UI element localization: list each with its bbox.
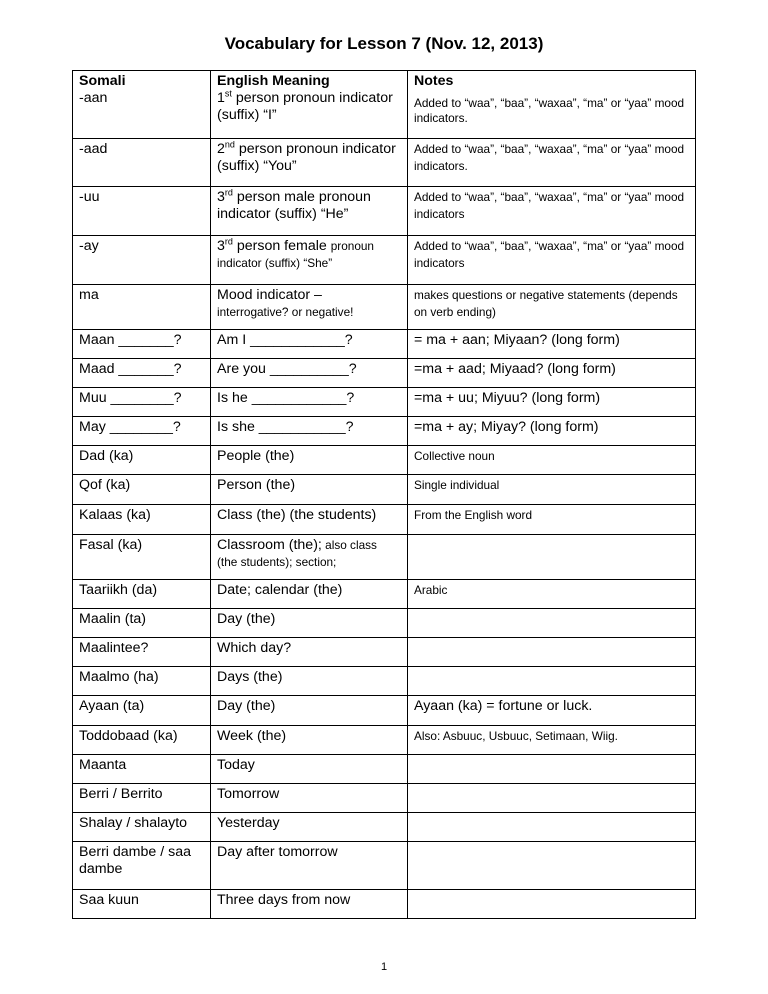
english-meaning: People (the) (211, 446, 408, 475)
table-row (73, 784, 696, 813)
table-row (73, 696, 696, 726)
column-header-somali: Somali (79, 73, 126, 89)
note-text: =ma + ay; Miyay? (long form) (408, 417, 696, 446)
table-row (73, 667, 696, 696)
somali-term: Berri / Berrito (73, 784, 211, 813)
table-row (73, 446, 696, 475)
somali-term: Ayaan (ta) (73, 696, 211, 726)
table-row (73, 71, 696, 139)
table-row (73, 755, 696, 784)
english-meaning: 3rd person female pronoun indicator (suffix) “She” (211, 236, 408, 285)
somali-term: Maalintee? (73, 638, 211, 667)
somali-term: Maan _______? (73, 330, 211, 359)
english-meaning: Is he ____________? (211, 388, 408, 417)
somali-term: Maalin (ta) (73, 609, 211, 638)
table-row (73, 580, 696, 609)
page-number: 1 (380, 961, 388, 973)
note-text: =ma + aad; Miyaad? (long form) (408, 359, 696, 388)
note-text: Collective noun (408, 446, 696, 475)
table-row (73, 609, 696, 638)
somali-term: Shalay / shalayto (73, 813, 211, 842)
table-row (73, 475, 696, 505)
somali-term: May ________? (73, 417, 211, 446)
somali-term: Maalmo (ha) (73, 667, 211, 696)
somali-term: Muu ________? (73, 388, 211, 417)
table-row (73, 388, 696, 417)
somali-term: Fasal (ka) (73, 535, 211, 580)
note-text (408, 667, 696, 696)
table-cell-notes (408, 71, 696, 139)
somali-term: -ay (73, 236, 211, 285)
note-text (408, 755, 696, 784)
note-text: From the English word (408, 505, 696, 535)
somali-term: Qof (ka) (73, 475, 211, 505)
english-meaning: Am I ____________? (211, 330, 408, 359)
note-text: Added to “waa”, “baa”, “waxaa”, “ma” or “yaa” mood indicators (408, 187, 696, 236)
english-meaning: Class (the) (the students) (211, 505, 408, 535)
english-meaning: 3rd person male pronoun indicator (suffix) “He” (211, 187, 408, 236)
note-text: Added to “waa”, “baa”, “waxaa”, “ma” or “yaa” mood indicators. (414, 96, 685, 125)
table-row (73, 139, 696, 187)
somali-term: ma (73, 285, 211, 330)
note-text (408, 813, 696, 842)
table-row (73, 505, 696, 535)
note-text: makes questions or negative statements (depends on verb ending) (408, 285, 696, 330)
table-cell-english (211, 71, 408, 139)
note-text (408, 890, 696, 919)
english-meaning: Classroom (the); also class (the students); section; (211, 535, 408, 580)
table-row (73, 417, 696, 446)
note-text: Also: Asbuuc, Usbuuc, Setimaan, Wiig. (408, 726, 696, 755)
note-text: Added to “waa”, “baa”, “waxaa”, “ma” or “yaa” mood indicators (408, 236, 696, 285)
note-text: = ma + aan; Miyaan? (long form) (408, 330, 696, 359)
english-meaning: Date; calendar (the) (211, 580, 408, 609)
somali-term: Maanta (73, 755, 211, 784)
english-meaning: 1st person pronoun indicator (suffix) “I” (217, 88, 393, 123)
table-row (73, 813, 696, 842)
note-text (408, 638, 696, 667)
table-row (73, 359, 696, 388)
english-meaning: Tomorrow (211, 784, 408, 813)
note-text (408, 609, 696, 638)
note-text (408, 842, 696, 890)
english-meaning: Day (the) (211, 609, 408, 638)
somali-term: -aad (73, 139, 211, 187)
table-row (73, 890, 696, 919)
somali-term: Toddobaad (ka) (73, 726, 211, 755)
somali-term: Berri dambe / saa dambe (73, 842, 211, 890)
note-text (408, 535, 696, 580)
english-meaning: Are you __________? (211, 359, 408, 388)
column-header-english: English Meaning (217, 73, 330, 89)
table-row (73, 535, 696, 580)
note-text: Single individual (408, 475, 696, 505)
table-row (73, 638, 696, 667)
english-meaning: Which day? (211, 638, 408, 667)
somali-term: Maad _______? (73, 359, 211, 388)
note-text: =ma + uu; Miyuu? (long form) (408, 388, 696, 417)
column-header-notes: Notes (414, 73, 454, 89)
table-row (73, 187, 696, 236)
somali-term: -aan (79, 90, 108, 106)
english-meaning: Today (211, 755, 408, 784)
english-meaning: Mood indicator – interrogative? or negative! (211, 285, 408, 330)
english-meaning: 2nd person pronoun indicator (suffix) “You” (211, 139, 408, 187)
english-meaning: Day (the) (211, 696, 408, 726)
somali-term: Saa kuun (73, 890, 211, 919)
table-row (73, 842, 696, 890)
english-meaning: Week (the) (211, 726, 408, 755)
english-meaning: Days (the) (211, 667, 408, 696)
vocabulary-table (72, 70, 696, 919)
table-row (73, 285, 696, 330)
english-meaning: Yesterday (211, 813, 408, 842)
english-meaning: Person (the) (211, 475, 408, 505)
note-text (408, 784, 696, 813)
table-row (73, 330, 696, 359)
english-meaning: Is she ___________? (211, 417, 408, 446)
page-title: Vocabulary for Lesson 7 (Nov. 12, 2013) (224, 34, 544, 53)
somali-term: Kalaas (ka) (73, 505, 211, 535)
note-text: Arabic (408, 580, 696, 609)
note-text: Ayaan (ka) = fortune or luck. (408, 696, 696, 726)
somali-term: -uu (73, 187, 211, 236)
table-cell-somali (73, 71, 211, 139)
somali-term: Taariikh (da) (73, 580, 211, 609)
english-meaning: Three days from now (211, 890, 408, 919)
english-meaning: Day after tomorrow (211, 842, 408, 890)
table-row (73, 726, 696, 755)
somali-term: Dad (ka) (73, 446, 211, 475)
note-text: Added to “waa”, “baa”, “waxaa”, “ma” or “yaa” mood indicators. (408, 139, 696, 187)
table-row (73, 236, 696, 285)
